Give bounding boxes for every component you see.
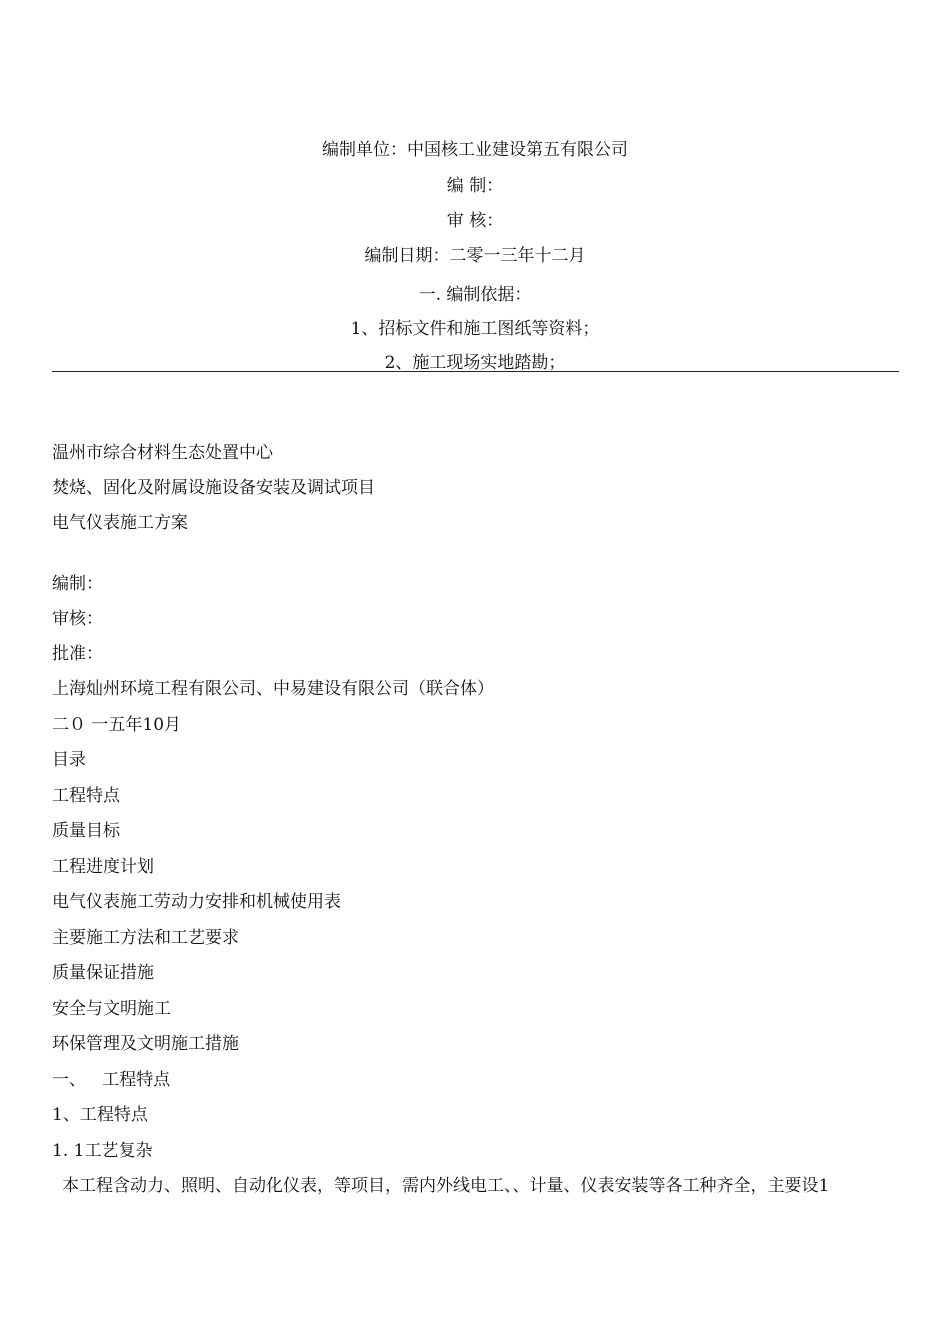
compiling-unit: 编制单位：中国核工业建设第五有限公司: [322, 140, 628, 160]
toc-item: 质量目标: [52, 821, 120, 841]
compiler-field: 编 制：: [446, 176, 504, 196]
subsection-heading: 1、工程特点: [52, 1105, 148, 1125]
horizontal-divider: [52, 371, 899, 372]
company-name: 上海灿州环境工程有限公司、中易建设有限公司（联合体）: [52, 679, 494, 699]
section-heading: 一、 工程特点: [52, 1070, 171, 1090]
compile-date: 编制日期：二零一三年十二月: [364, 246, 586, 266]
compiled-by: 编制：: [52, 574, 103, 594]
approved-by: 批准：: [52, 644, 103, 664]
basis-item-1: 1、招标文件和施工图纸等资料；: [350, 319, 600, 339]
document-title: 电气仪表施工方案: [52, 513, 188, 533]
subsubsection-heading: 1. 1工艺复杂: [52, 1141, 153, 1161]
toc-item: 工程特点: [52, 786, 120, 806]
reviewed-by: 审核：: [52, 609, 103, 629]
toc-item: 工程进度计划: [52, 857, 154, 877]
toc-item: 电气仪表施工劳动力安排和机械使用表: [52, 892, 341, 912]
body-paragraph: 本工程含动力、照明、自动化仪表，等项目，需内外线电工、、计量、仪表安装等各工种齐全，主要设1: [62, 1176, 830, 1196]
basis-heading: 一. 编制依据：: [418, 285, 532, 305]
toc-item: 质量保证措施: [52, 963, 154, 983]
toc-item: 安全与文明施工: [52, 999, 171, 1019]
project-name: 焚烧、固化及附属设施设备安装及调试项目: [52, 478, 375, 498]
reviewer-field: 审 核：: [446, 211, 504, 231]
toc-heading: 目录: [52, 750, 86, 770]
toc-item: 主要施工方法和工艺要求: [52, 928, 239, 948]
toc-item: 环保管理及文明施工措施: [52, 1034, 239, 1054]
project-location: 温州市综合材料生态处置中心: [52, 443, 273, 463]
basis-item-2: 2、施工现场实地踏勘；: [384, 353, 566, 373]
signoff-date: 二０ 一五年10月: [52, 715, 182, 735]
